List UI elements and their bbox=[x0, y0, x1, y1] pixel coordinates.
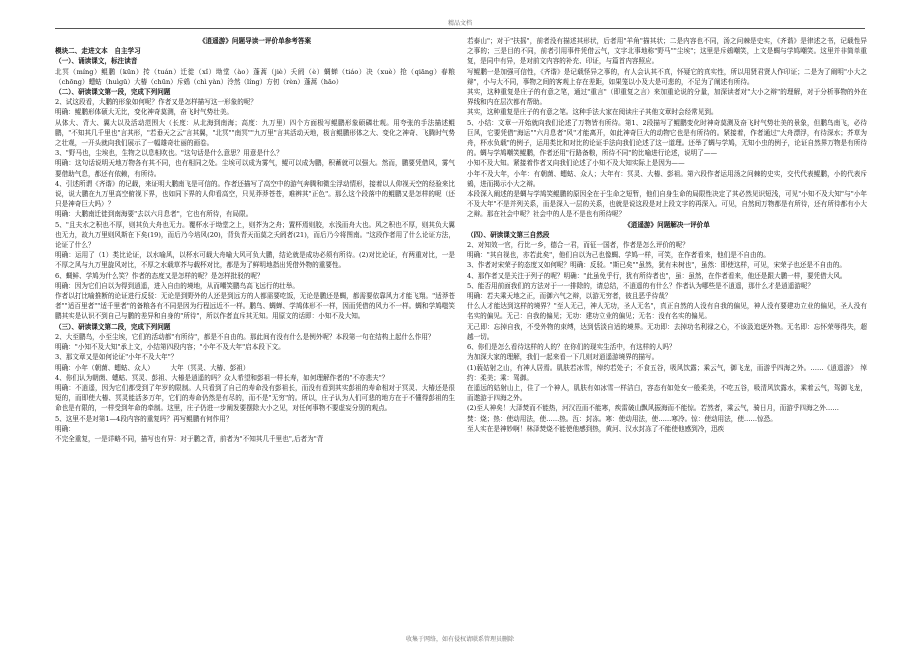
section-heading-1: （一）、诵读课文，标注读音 bbox=[55, 57, 138, 66]
gloss-paragraph: 焚：烧；热：使动用法，使……热。沍：封冻。寒：使动用法，使……寒冷。惊：使动用法，使……惊恐。 bbox=[467, 414, 777, 423]
answer-paragraph: 明确：若夫乘天地之正，而御六气之辩，以游无穷者，彼且恶乎待哉？ bbox=[467, 292, 672, 301]
question-paragraph: 3、"野马也，尘埃也，生物之以息相吹也。"这句话是什么意思？用意是什么？ bbox=[55, 149, 283, 158]
section-heading-2: （二）、研读课文第一段，完成下列问题 bbox=[55, 88, 171, 97]
answer-paragraph: 明确：不逍遥，因为它们都受到了年岁的限制。人只看到了自己的寿命没有彭祖长，而没有看到其实彭祖的寿命相对于冥灵、大椿还是很短的，而即使大椿、冥灵能活多万年，它们的寿命仍然是有尽的，而不是"无穷"的。所以，庄子认为人们可悲的地方在于不懂得彭祖的生命也是有限的，一样受到年命的牵制。这里，庄子仍进一步阐发要摆除大小之见，对任何事物不要虚妄分别的观点。 bbox=[55, 383, 455, 413]
question-paragraph: 5、能否用前面我们的方法对于一一排除的，请总结，不逍遥的有什么？作者认为哪些是不逍遥，那什么才是逍遥游呢？ bbox=[467, 281, 815, 290]
section-heading-4: （四）、研读课文第三自然段 bbox=[467, 230, 550, 239]
answer-paragraph: 明确：因为它们自以为得到逍遥，进入自由的境地，从而嘲笑鹏鸟高飞远行的壮举。 bbox=[55, 281, 299, 290]
body-paragraph: 写鲲鹏一是加强可信性，《齐谐》是记载怪异之事的，有人会认其不真，怀疑它的真实性，所以用贤君贤人作印证；二是为了阐明"小大之辩"，小与大不同，事物之间的客观上存在差距，如果笼以小及大是可悲的，不足为了阐述有所待。 bbox=[467, 67, 867, 86]
body-paragraph: 其实，这种重复是庄子的有意之笔，通过"重言"（即重复之言）来加重论说的分量，加深读者对"大小之辩"的理解，对于分析事物的外在界线和内在层次都有帮助。 bbox=[467, 88, 867, 107]
quote-paragraph: (2)至人神矣！大泽焚而不能热，河汉沍而不能寒，疾雷破山飘风振海而不能惊。若然者，乘云气，骑日月，而游乎四海之外…… bbox=[467, 404, 839, 413]
body-paragraph: 为加深大家的理解，我们一起来看一下几则对逍遥游境界的描写。 bbox=[467, 353, 659, 362]
translation-paragraph: 至人实在是神妙啊！林泽焚烧不能使他感到热，黄河、汉水封冻了不能使他感到冷，迅疾 bbox=[467, 424, 725, 433]
question-paragraph: 6、你们是怎么看待这样的人的？在你们的现实生活中，有这样的人吗？ bbox=[467, 343, 676, 352]
quote-paragraph: (1)藐姑射之山，有神人居焉。肌肤若冰雪，绰约若处子；不食五谷，吸风饮露；乘云气，御飞龙，而游乎四海之外。……《逍遥游》 绰约：柔美；乘：驾御。 bbox=[467, 363, 867, 382]
question-paragraph: 3、那文章又是如何论证"小年不及大年"？ bbox=[55, 353, 178, 362]
body-paragraph: 小年不及大年，小年：有朝菌、蟪蛄、众人；大年有：冥灵、大椿、彭祖。第六段作者运用汤之问棘的史实，交代代表鲲鹏，小的代表斥鴳，进而揭示小大之辩。 bbox=[467, 169, 867, 188]
answer-paragraph: 明确：鲲鹏形体硕大无比，变化神奇莫测，奋飞时气势壮美。 bbox=[55, 108, 234, 117]
body-paragraph: 其实，这种重复是庄子的有意之笔。这种手法大家在阅读庄子其他文章时会经常见到。 bbox=[467, 108, 718, 117]
answer-paragraph: 明确："其自视也，亦若此矣"，他们自以为己也像蜩、学鸠一样，可笑，在作者看来，他们是不自由的。 bbox=[467, 251, 770, 260]
answer-paragraph: 明确：运用了（1）类比论证，以水喻风，以杯水可载大舟喻大风可负大鹏，结论就是成功必须有所待。(2)对比论证，有两重对比，一是不厚之风与九万里旋风对比，不厚之水载草芥与载杯对比，都是为了鲜明地指出凭借外物的重要性。 bbox=[55, 251, 455, 270]
translation-paragraph: 在遥远的姑射山上，住了一个神人，肌肤有如冰雪一样洁白，容态有如处女一般柔美，不吃五谷，吸清风饮露水，乘着云气，驾御飞龙，而遨游于四海之外。 bbox=[467, 383, 867, 403]
document-title: 《逍遥游》问题导读一评价单参考答案 bbox=[198, 37, 312, 45]
body-paragraph: 作者以打比喻推断的论证进行反驳：无论是到野外的人还是到远方的人都需要吃饭，无论是鹏还是蜩，都需要依靠风力才能飞翔。"适莽苍者""适百里者""适千里者"的备粮各有不同是因为行程远近不一样。鹏鸟、蜩蝉、学鸠体形不一样，因而凭借的风力不一样。蜩和学鸠嗤笑鹏其实是认识不到自己与鹏的差异和自身的"所待"，所以作者直斥其无知。用原文的话即：小知不及大知。 bbox=[55, 292, 455, 321]
question-paragraph: 4、你们认为朝菌、蟪蛄、冥灵、彭祖、大椿是逍遥的吗？众人希望和彭祖一样长寿，如何理解作者的"不亦悲夫"？ bbox=[55, 373, 389, 382]
header-note: 精品文档 bbox=[447, 20, 472, 27]
answer-paragraph: 明确："小知不及大知"承上文，小结第四段内容；"小年不及大年"启本段下文。 bbox=[55, 343, 285, 352]
body-paragraph: 不完全重复，一是详略不同，描写也有异：对于鹏之背，前者为"不知其几千里也",后者为"背 bbox=[55, 434, 324, 443]
question-paragraph: 2、大至鹏鸟，小至尘埃，它们的活动都"有所待"，都是不自由的。那此间有没有什么是例外呢？本段第一句在结构上起什么作用？ bbox=[55, 332, 435, 341]
question-paragraph: 4、引述所谓《齐谐》的记载，来证明大鹏南飞是可信的。作者还描写了高空中的游气奔腾和微尘浮动情形，接着以人仰视天空的经验来比说，说大鹏在九万里高空俯视下界，也如同下界的人仰看高空，只见莽莽苍苍，难辨其"正色"。那么这个段落中的鲲鹏又是怎样的呢（还只是神奇巨大吗）？ bbox=[55, 179, 455, 209]
answer-paragraph: 明确：这句话说明天地万物各有其不同，也有相同之处。尘埃可以成为雾气，鲲可以成为鹏，积蓄就可以强大。然而，鹏要凭借风，雾气要借助气息，都还有依赖，有所待。 bbox=[55, 159, 455, 178]
footer-note: 收集于网络，如有侵权请联系管理员删除 bbox=[405, 636, 514, 643]
module-heading: 模块二、走进文本 自主学习 bbox=[55, 47, 141, 56]
answer-paragraph: 明确：大鹏南迁徙到南海要"去以六月息者"，它也有所待，有局限。 bbox=[55, 210, 253, 219]
header-rule bbox=[55, 28, 865, 29]
right-column bbox=[467, 36, 867, 630]
question-paragraph: 6、蜩鲜、学鸠为什么笑？作者的态度又是怎样的呢？是怎样批驳的呢？ bbox=[55, 271, 264, 280]
answer-paragraph: 明确：小年（朝菌、蟪蛄、众人） 大年（冥灵、大椿、彭祖） bbox=[55, 363, 250, 372]
question-paragraph: 4、那作者又是关注于列子的呢？明确："此虽免乎行，犹有所待者也"，虽：虽然，在作者看来，他还是跟大鹏一样，要凭借大风。 bbox=[467, 271, 847, 280]
pronunciation-list: 北冥（míng）鲲鹏（kūn）抟（tuán）迁徙（xǐ）坳堂（ào）蓬蒿（jiè）夭阏（è）蜩蝉（tiáo）决（xuè）抢（qiāng）春粮（chōng）蟪蛄（huìgū）大椿（chūn）斥鴳（chì yàn）泠然（líng）方仞（rèn）蓬蒿（hāo） bbox=[55, 67, 455, 86]
worksheet-title: 《逍遥游》问题解决一评价单 bbox=[624, 220, 710, 229]
question-paragraph: 2、试这段看，大鹏的形象如何呢？作者又是怎样描写这一形象的呢？ bbox=[55, 98, 258, 107]
section-heading-3: （三）、研读课文第二段，完成下列问题 bbox=[55, 322, 171, 331]
question-paragraph: 3、作者对宋荣子的态度又如何呢？明确：反驳。"斯已矣""虽然，犹有未树也"，虽然：即使这样，可见，宋荣子也还是不自由的。 bbox=[467, 261, 846, 270]
summary-paragraph: 5、小结：文章一开始就向我们论述了万物皆有所待。第1、2段描写了鲲鹏变化时神奇莫测及奋飞时气势壮美的景象，但鹏鸟南飞，必待巨风，它要凭借"海运""六月息者"风"才能离开，如此神奇巨大的动物它也是有所待的。紧接着，作者通过"大舟漂浮，有待深水；芥草为舟，杯水负载"的例子，运用类比和对比的论证手法向我们论述了这一道理。还举了蜩与学鸠，无知小虫的例子，论证自然界万物是有所待的。蜩与学鸠嘲笑鲲鹏，作者还用"行路备粮，所待不同"的比喻进行论述，说明了—— bbox=[467, 118, 867, 158]
body-paragraph: 无己即：忘掉自我，不受外物的束缚，达到恬淡自适的境界。无功即：去掉功名利禄之心，不该汲追逐外物。无名即：忘怀荣辱得失，超越一切。 bbox=[467, 322, 867, 341]
question-paragraph: 2、对知效一官，行比一乡，德合一君，而征一国者，作者是怎么评价的呢？ bbox=[467, 241, 689, 250]
left-column bbox=[55, 36, 455, 630]
question-paragraph: 5、"且夫水之积也不厚，则其负大舟也无力。覆杯水于坳堂之上，则芥为之舟；置杯焉则胶，水浅而舟大也。风之积也不厚，则其负大翼也无力，故九万里则风斯在下矣(19)，而后乃今培风(20)，背负青天而莫之夭阏者(21)，而后乃今将图南。"这段作者用了什么论证方法，论证了什么？ bbox=[55, 220, 455, 250]
body-paragraph: 从体大、背大、翼大以及活动范围大（长度：从北海到南海；高度：九万里）四个方面极写鲲鹏形象硕磷壮观。用夸张的手法描述鲲鹏，"不知其几千里也"言其形，"若垂天之云"言其翼，"北冥""南冥""九万里"言其活动天地，极言鲲鹏形体之大、变化之神奇、飞腾时气势之壮观，一开头就向我们展示了一幅雄奇壮丽的画卷。 bbox=[55, 118, 455, 148]
body-paragraph: 本段深入阐述的是蜩与学鸠笑鲲鹏的原因全在于生命之短暂，他们自身生命的局限性决定了其必然见识短浅，可见"小知不及大知"与"小年不及大年"不是并列关系，而是深入一层的关系，也就是说这段是对上段文字的再深入。可见，自然间万物都是有所待，还有所待都有小大之辩。那在社会中呢？社会中的人是不是也有所待呢？ bbox=[467, 190, 867, 219]
answer-label: 明确： bbox=[55, 424, 75, 433]
body-paragraph: 什么人才能达到这样的境界？"至人无己，神人无功，圣人无名"，真正自然的人没有自我的偏见，神人没有要建功立业的偏见，圣人没有名实的偏见。无己：自我的偏见；无功：建功立业的偏见；无名：没有名实的偏见。 bbox=[467, 302, 867, 321]
body-paragraph: 若泰山"；对于"扶摇"，前者没有描述其形状，后者用"羊角"描其状；二是内容也不同，汤之问棘是史实，《齐谐》是律述之书，记载性异之事的；三是目的不同，前者引用事件凭借云气，文字北事地称"野马""尘埃"；这里是斥鴳嘲笑，上文是蜩与学鸠嘲笑。这里并非简单重复，是同中有异，是对前文内容的补充、印证，与篇首内容照应。 bbox=[467, 37, 867, 66]
question-paragraph: 5、这里不是对第1—4段内容的重复吗？再写鲲鹏有何作用？ bbox=[55, 414, 233, 423]
body-paragraph: 小知不及大知。紧接着作者又向我们论述了小知不及大知实际上是因为—— bbox=[467, 159, 685, 168]
